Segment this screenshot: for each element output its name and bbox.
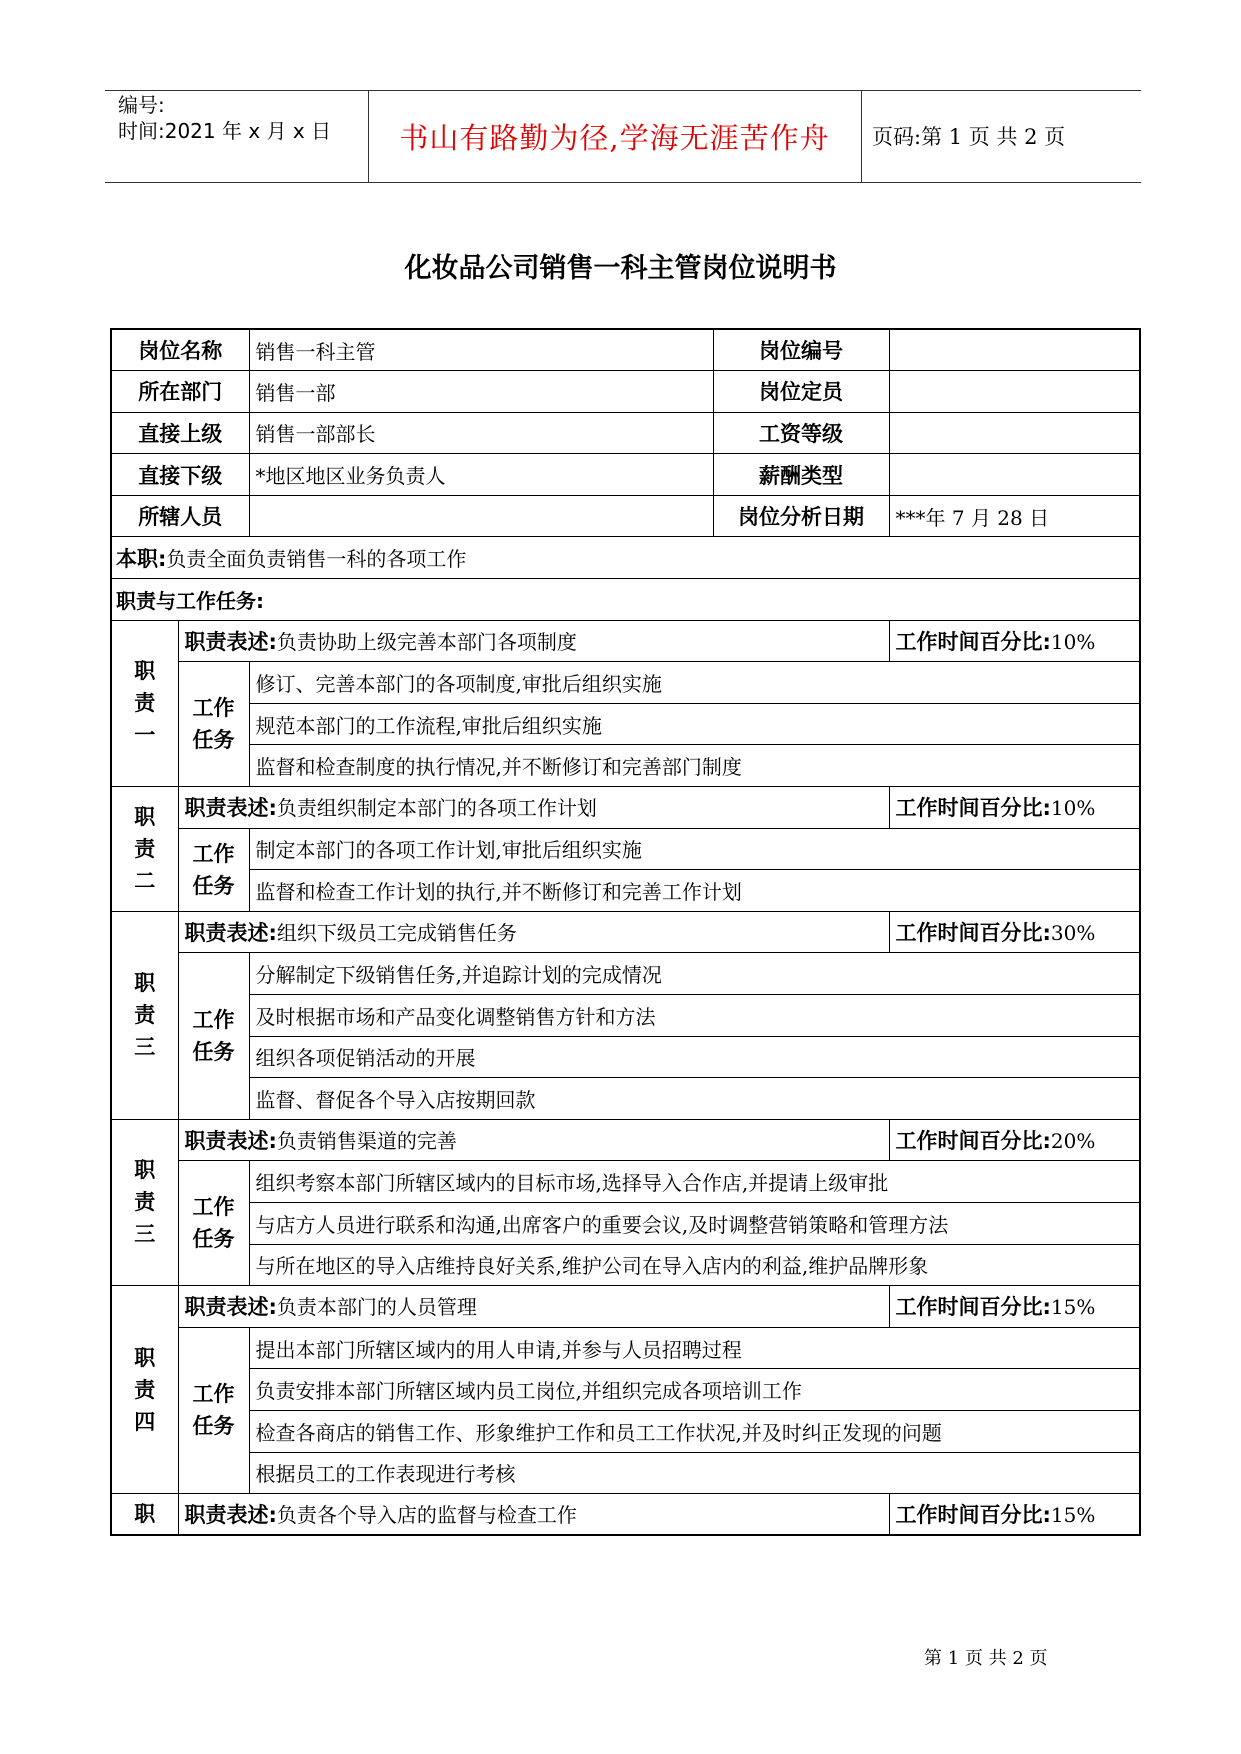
- duty-desc-label: 职责表述:: [184, 1295, 277, 1320]
- field-value: 销售一部部长: [249, 412, 713, 454]
- duty-desc-row: [111, 911, 1140, 953]
- duty-desc-cell: [178, 1494, 889, 1536]
- field-value: 销售一科主管: [249, 329, 713, 371]
- pct-value: 10%: [1050, 629, 1096, 654]
- duty-pct-cell: [889, 1494, 1140, 1536]
- task-row: [111, 1452, 1140, 1494]
- task-row: [111, 1036, 1140, 1078]
- duty-desc-cell: [178, 1119, 889, 1161]
- pct-label: 工作时间百分比:: [895, 796, 1051, 821]
- duties-header: 职责与工作任务:: [111, 579, 1140, 621]
- duty-desc-row: [111, 1494, 1140, 1536]
- duty-desc-label: 职责表述:: [184, 796, 277, 821]
- field-label: 岗位分析日期: [713, 495, 889, 537]
- field-value: *地区地区业务负责人: [249, 454, 713, 496]
- work-tasks-label: 工作 任务: [178, 1327, 249, 1493]
- field-value: [889, 371, 1140, 413]
- task-item: 分解制定下级销售任务,并追踪计划的完成情况: [249, 953, 1140, 995]
- basic-info-row: [111, 454, 1140, 496]
- task-item: 制定本部门的各项工作计划,审批后组织实施: [249, 828, 1140, 870]
- task-row: [111, 1078, 1140, 1120]
- task-row: [111, 1369, 1140, 1411]
- field-value: [889, 454, 1140, 496]
- task-row: [111, 828, 1140, 870]
- duty-desc-row: [111, 787, 1140, 829]
- duty-name: 职 责 四: [111, 1286, 178, 1494]
- doc-time-label: 时间:2021 年 x 月 x 日: [118, 119, 332, 143]
- task-item: 组织各项促销活动的开展: [249, 1036, 1140, 1078]
- pct-label: 工作时间百分比:: [895, 1503, 1051, 1528]
- field-label: 所在部门: [111, 371, 249, 413]
- header-bottom-rule: [105, 182, 1141, 183]
- task-row: [111, 995, 1140, 1037]
- duties-header-row: [111, 579, 1140, 621]
- field-label: 岗位定员: [713, 371, 889, 413]
- field-value: [889, 412, 1140, 454]
- task-row: [111, 1410, 1140, 1452]
- pct-label: 工作时间百分比:: [895, 1295, 1051, 1320]
- task-item: 根据员工的工作表现进行考核: [249, 1452, 1140, 1494]
- pct-value: 15%: [1050, 1503, 1096, 1528]
- task-item: 修订、完善本部门的各项制度,审批后组织实施: [249, 662, 1140, 704]
- main-duty-row: [111, 537, 1140, 579]
- field-value: 销售一部: [249, 371, 713, 413]
- field-value: [249, 495, 713, 537]
- page-footer: 第 1 页 共 2 页: [924, 1648, 1048, 1669]
- field-label: 直接上级: [111, 412, 249, 454]
- task-item: 检查各商店的销售工作、形象维护工作和员工工作状况,并及时纠正发现的问题: [249, 1410, 1140, 1452]
- task-item: 规范本部门的工作流程,审批后组织实施: [249, 703, 1140, 745]
- basic-info-row: [111, 495, 1140, 537]
- duty-pct-cell: [889, 911, 1140, 953]
- duty-name: 职: [111, 1494, 178, 1536]
- pct-value: 20%: [1050, 1129, 1096, 1154]
- duty-desc-text: 组织下级员工完成销售任务: [276, 921, 517, 946]
- header-divider: [861, 90, 862, 182]
- document-title: 化妆品公司销售一科主管岗位说明书: [404, 253, 837, 284]
- duty-desc-text: 负责组织制定本部门的各项工作计划: [276, 796, 597, 821]
- duty-desc-cell: [178, 1286, 889, 1328]
- duty-name: 职 责 二: [111, 787, 178, 912]
- pct-value: 15%: [1050, 1295, 1096, 1320]
- task-item: 监督和检查制度的执行情况,并不断修订和完善部门制度: [249, 745, 1140, 787]
- duty-desc-row: [111, 620, 1140, 662]
- task-item: 及时根据市场和产品变化调整销售方针和方法: [249, 995, 1140, 1037]
- header-slogan: 书山有路勤为径,学海无涯苦作舟: [399, 120, 830, 155]
- task-item: 组织考察本部门所辖区域内的目标市场,选择导入合作店,并提请上级审批: [249, 1161, 1140, 1203]
- work-tasks-label: 工作 任务: [178, 953, 249, 1119]
- duty-desc-text: 负责销售渠道的完善: [276, 1129, 457, 1154]
- pct-value: 30%: [1050, 921, 1096, 946]
- field-value: [889, 329, 1140, 371]
- field-label: 薪酬类型: [713, 454, 889, 496]
- task-item: 与所在地区的导入店维持良好关系,维护公司在导入店内的利益,维护品牌形象: [249, 1244, 1140, 1286]
- pct-label: 工作时间百分比:: [895, 1129, 1051, 1154]
- duty-desc-text: 负责各个导入店的监督与检查工作: [276, 1503, 577, 1528]
- work-tasks-label: 工作 任务: [178, 662, 249, 787]
- task-row: [111, 745, 1140, 787]
- task-row: [111, 662, 1140, 704]
- task-item: 监督和检查工作计划的执行,并不断修订和完善工作计划: [249, 870, 1140, 912]
- duty-desc-label: 职责表述:: [184, 1129, 277, 1154]
- work-tasks-label: 工作 任务: [178, 828, 249, 911]
- duty-desc-label: 职责表述:: [184, 629, 277, 654]
- main-duty-label: 本职:: [116, 546, 167, 571]
- doc-code-label: 编号:: [118, 93, 165, 117]
- main-duty-text: 负责全面负责销售一科的各项工作: [166, 546, 467, 571]
- work-tasks-label: 工作 任务: [178, 1161, 249, 1286]
- duty-name: 职 责 一: [111, 620, 178, 786]
- duty-desc-text: 负责本部门的人员管理: [276, 1295, 477, 1320]
- duty-name: 职 责 三: [111, 911, 178, 1119]
- task-row: [111, 1327, 1140, 1369]
- task-row: [111, 1161, 1140, 1203]
- field-value: ***年 7 月 28 日: [889, 495, 1140, 537]
- pct-value: 10%: [1050, 796, 1096, 821]
- task-row: [111, 703, 1140, 745]
- task-item: 监督、督促各个导入店按期回款: [249, 1078, 1140, 1120]
- duty-pct-cell: [889, 1286, 1140, 1328]
- header-page-info: 页码:第 1 页 共 2 页: [872, 125, 1066, 149]
- duty-desc-text: 负责协助上级完善本部门各项制度: [276, 629, 577, 654]
- task-row: [111, 1244, 1140, 1286]
- field-label: 所辖人员: [111, 495, 249, 537]
- basic-info-row: [111, 371, 1140, 413]
- duty-pct-cell: [889, 1119, 1140, 1161]
- duty-desc-label: 职责表述:: [184, 1503, 277, 1528]
- field-label: 岗位名称: [111, 329, 249, 371]
- field-label: 工资等级: [713, 412, 889, 454]
- duty-desc-row: [111, 1286, 1140, 1328]
- task-item: 与店方人员进行联系和沟通,出席客户的重要会议,及时调整营销策略和管理方法: [249, 1202, 1140, 1244]
- task-item: 提出本部门所辖区域内的用人申请,并参与人员招聘过程: [249, 1327, 1140, 1369]
- field-label: 岗位编号: [713, 329, 889, 371]
- main-duty-cell: [111, 537, 1140, 579]
- duty-desc-cell: [178, 911, 889, 953]
- duty-desc-cell: [178, 620, 889, 662]
- duty-desc-label: 职责表述:: [184, 921, 277, 946]
- task-row: [111, 1202, 1140, 1244]
- task-row: [111, 953, 1140, 995]
- pct-label: 工作时间百分比:: [895, 921, 1051, 946]
- field-label: 直接下级: [111, 454, 249, 496]
- basic-info-row: [111, 329, 1140, 371]
- task-row: [111, 870, 1140, 912]
- duty-desc-cell: [178, 787, 889, 829]
- duty-name: 职 责 三: [111, 1119, 178, 1285]
- task-item: 负责安排本部门所辖区域内员工岗位,并组织完成各项培训工作: [249, 1369, 1140, 1411]
- basic-info-row: [111, 412, 1140, 454]
- pct-label: 工作时间百分比:: [895, 629, 1051, 654]
- duty-pct-cell: [889, 787, 1140, 829]
- duty-desc-row: [111, 1119, 1140, 1161]
- duty-pct-cell: [889, 620, 1140, 662]
- job-spec-table: [110, 328, 1141, 1536]
